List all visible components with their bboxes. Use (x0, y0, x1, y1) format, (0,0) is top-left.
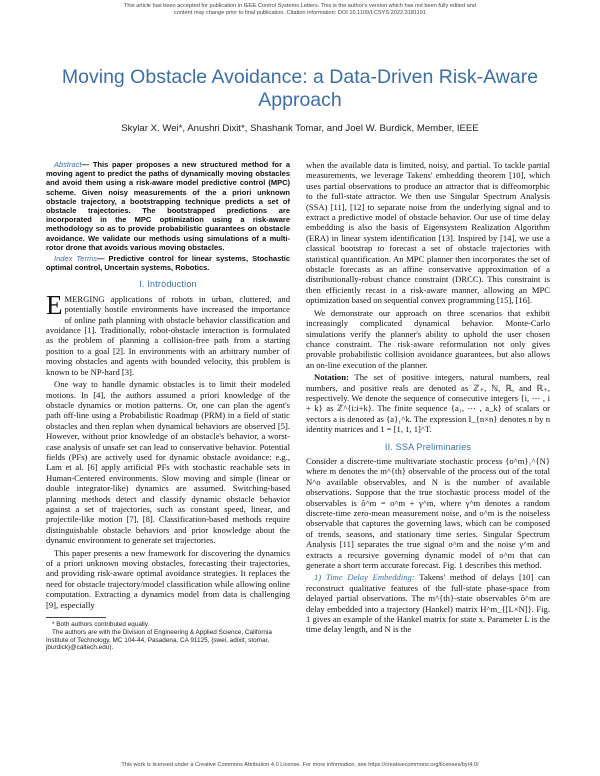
abstract-text: — This paper proposes a new structured method for a moving agent to predict the paths of dynamically moving obstacles and avoid them using a risk-aware model predictive control (MPC) scheme. Given noisy measurements of the a priori unknown obstacle trajectory, a bootstrapping technique predicts a set of obstacle trajectories. The bootstrapped predictions are incorporated in the MPC optimization using a risk-aware methodology so as to provide probabilistic guarantees on obstacle avoidance. We validate our methods using simulations of a multi-rotor drone that avoids various moving obstacles. (46, 160, 290, 252)
intro-heading: I. Introduction (139, 279, 197, 290)
intro-paragraph-5: We demonstrate our approach on three scenarios that exhibit increasingly complicated dynamical behavior. Monte-Carlo simulations verify the planner's ability to uphold the user chosen chance constraint. The risk-aware reformulation not only gives provable probabilistic collision avoidance guarantees, but also allows an on-line execution of the planner. (306, 307, 550, 370)
author-list: Skylar X. Wei*, Anushri Dixit*, Shashank Tomar, and Joel W. Burdick, Member, IEEE (121, 123, 479, 134)
abstract (46, 160, 290, 252)
index-terms-text: — Predictive control for linear systems, Stochastic optimal control, Uncertain systems, Robotics. (46, 254, 290, 273)
footnote-equal-contribution: * Both authors contributed equally. (52, 621, 150, 629)
notation-label: Notation: (314, 372, 349, 383)
drop-cap: E (46, 289, 63, 320)
abstract-label: Abstract (54, 160, 82, 169)
journal-header (0, 3, 600, 18)
notation-text: The set of positive integers, natural numbers, real numbers, and positive reals are denoted as ℤ₊, ℕ, ℝ, and ℝ₊, respectively. We denote the sequence of consecutive integers {i, ⋯ , i + k} as ℤ^{i:i+k}. The finite sequence {a₁, ⋯ , a_k} of scalars or vectors a is denoted as {a}₁^k. The expression I_{n×n} denotes n by n identity matrices and 1 = [1, 1, 1]^T. (306, 372, 550, 435)
header-line-1: This article has been accepted for publication in IEEE Control Systems Letters. This is the author's version which has not been fully edited and (123, 3, 476, 9)
ssa-paragraph-1: Consider a discrete-time multivariate stochastic process {o^m}₁^{N} where m denotes the m^{th} observable of the process out of the total N^o available observables, and N is the number of available observations. Suppose that the true stochastic process model of the observables is õ^m = o^m + γ^m, where γ^m denotes a random discrete-time zero-mean measurement noise, and o^m is the noiseless observable that captures the governing laws, which can be composed of trends, seasons, and stationary time series. Singular Spectrum Analysis [11] separates the true signal o^m and the noise γ^m and extracts a recursive governing dynamic model of o^m that can generate a short term accurate forecast. Fig. 1 describes this method. (306, 455, 550, 571)
footnote-affiliation: The authors are with the Division of Engineering & Applied Science, California Institute of Technology, MC 104-44, Pasadena, CA 91125, {swei, adixit, stomar, jburdick}@caltech.edu). (46, 628, 272, 652)
license-footer: This work is licensed under a Creative Commons Attribution 4.0 License. For more information, see https://creativecommons.org/licenses/by/4.0/ (121, 762, 479, 768)
right-column (306, 160, 550, 637)
header-line-2: content may change prior to final publication. Citation information: DOI 10.1109/LCSYS.2022.3181191 (174, 10, 426, 17)
intro-paragraph-2: One way to handle dynamic obstacles is to limit their modeled motions. In [4], the authors assumed a priori knowledge of the obstacle dynamics or motion patterns. Or, one can plan the agent's path off-line using a Probabilistic Roadmap (PRM) in a field of static obstacles and then replan when dynamical behaviors are observed [5]. However, without prior knowledge of an obstacle's behavior, a worst-case analysis of unsafe set can lead to conservative behavior. Potential fields (PFs) are actively used for dynamic obstacle avoidance: e.g., Lam et al. [6] apply artificial PFs with stochastic reachable sets in Human-Centered environments. Slow moving and simple (linear or double integrator-like) dynamics are assumed. Switching-based planning methods detect and classify dynamic obstacle behavior against a set of trajectories, such as constant speed, linear, and projectile-like motion [7], [8]. Classification-based methods require distinguishable obstacle behaviors and prior knowledge about the dynamic environment to generate set trajectories. (46, 379, 290, 546)
ssa-paragraph-2-text: Takens' method of delays [10] can reconstruct qualitative features of the full-state phase-space from delayed partial observations. The m^{th}-state observables õ^m are delay embedded into a trajectory (Hankel) matrix H^m_{[L×N]}. Fig. 1 gives an example of the Hankel matrix for state x. Parameter L is the time delay length, and N is the (306, 572, 550, 635)
ssa-paragraph-2 (306, 572, 550, 634)
intro-paragraph-1 (46, 289, 290, 377)
intro-paragraph-1-text: MERGING applications of robots in urban, cluttered, and potentially hostile environments have increased the importance of online path planning with obstacle behavior classification and avoidance [1]. Traditionally, robot-obstacle interaction is formulated as the problem of planning a collision-free path from a starting position to a goal [2]. In environments with an arbitrary number of moving obstacles and agents with bounded velocity, this problem is known to be NP-hard [3]. (46, 293, 290, 377)
left-column (46, 160, 290, 652)
time-delay-subsection-label: 1) Time Delay Embedding: (314, 572, 415, 583)
ssa-heading: II. SSA Preliminaries (384, 441, 472, 452)
notation-paragraph (306, 372, 550, 434)
index-terms-label: Index Terms (54, 254, 97, 264)
index-terms (46, 254, 290, 272)
intro-paragraph-3: This paper presents a new framework for discovering the dynamics of a priori unknown moving obstacles, forecasting their trajectories, and providing risk-aware optimal avoidance strategies. It replaces the need for obstacle trajectory/model classification while allowing online computation. Extracting a dynamics model from data is challenging [9], especially (46, 547, 290, 610)
footnotes (46, 621, 290, 652)
paper-title: Moving Obstacle Avoidance: a Data-Driven Risk-Aware Approach (61, 66, 539, 111)
intro-paragraph-4: when the available data is limited, noisy, and partial. To tackle partial measurements, we leverage Takens' embedding theorem [10], which uses partial observations to produce an attractor that is diffeomorphic to the full-state attractor. We then use Singular Spectrum Analysis (SSA) [11], [12] to separate noise from the underlying signal and to extract a predictive model of obstacle behavior. Our use of time delay embedding is also the basis of Eigensystem Realization Algorithm (ERA) in linear system identification [13]. Inspired by [14], we use a classical bootstrap to forecast a set of obstacle trajectories with statistical quantification. An MPC planner then incorporates the set of obstacle forecasts as an affine conservative approximation of a distributionally-robust chance constraint (DRCC). This constraint is then efficiently recast in a risk-aware manner, allowing an MPC optimization based on sequential convex programming [15], [16]. (306, 160, 550, 306)
footnote-divider (46, 617, 106, 618)
